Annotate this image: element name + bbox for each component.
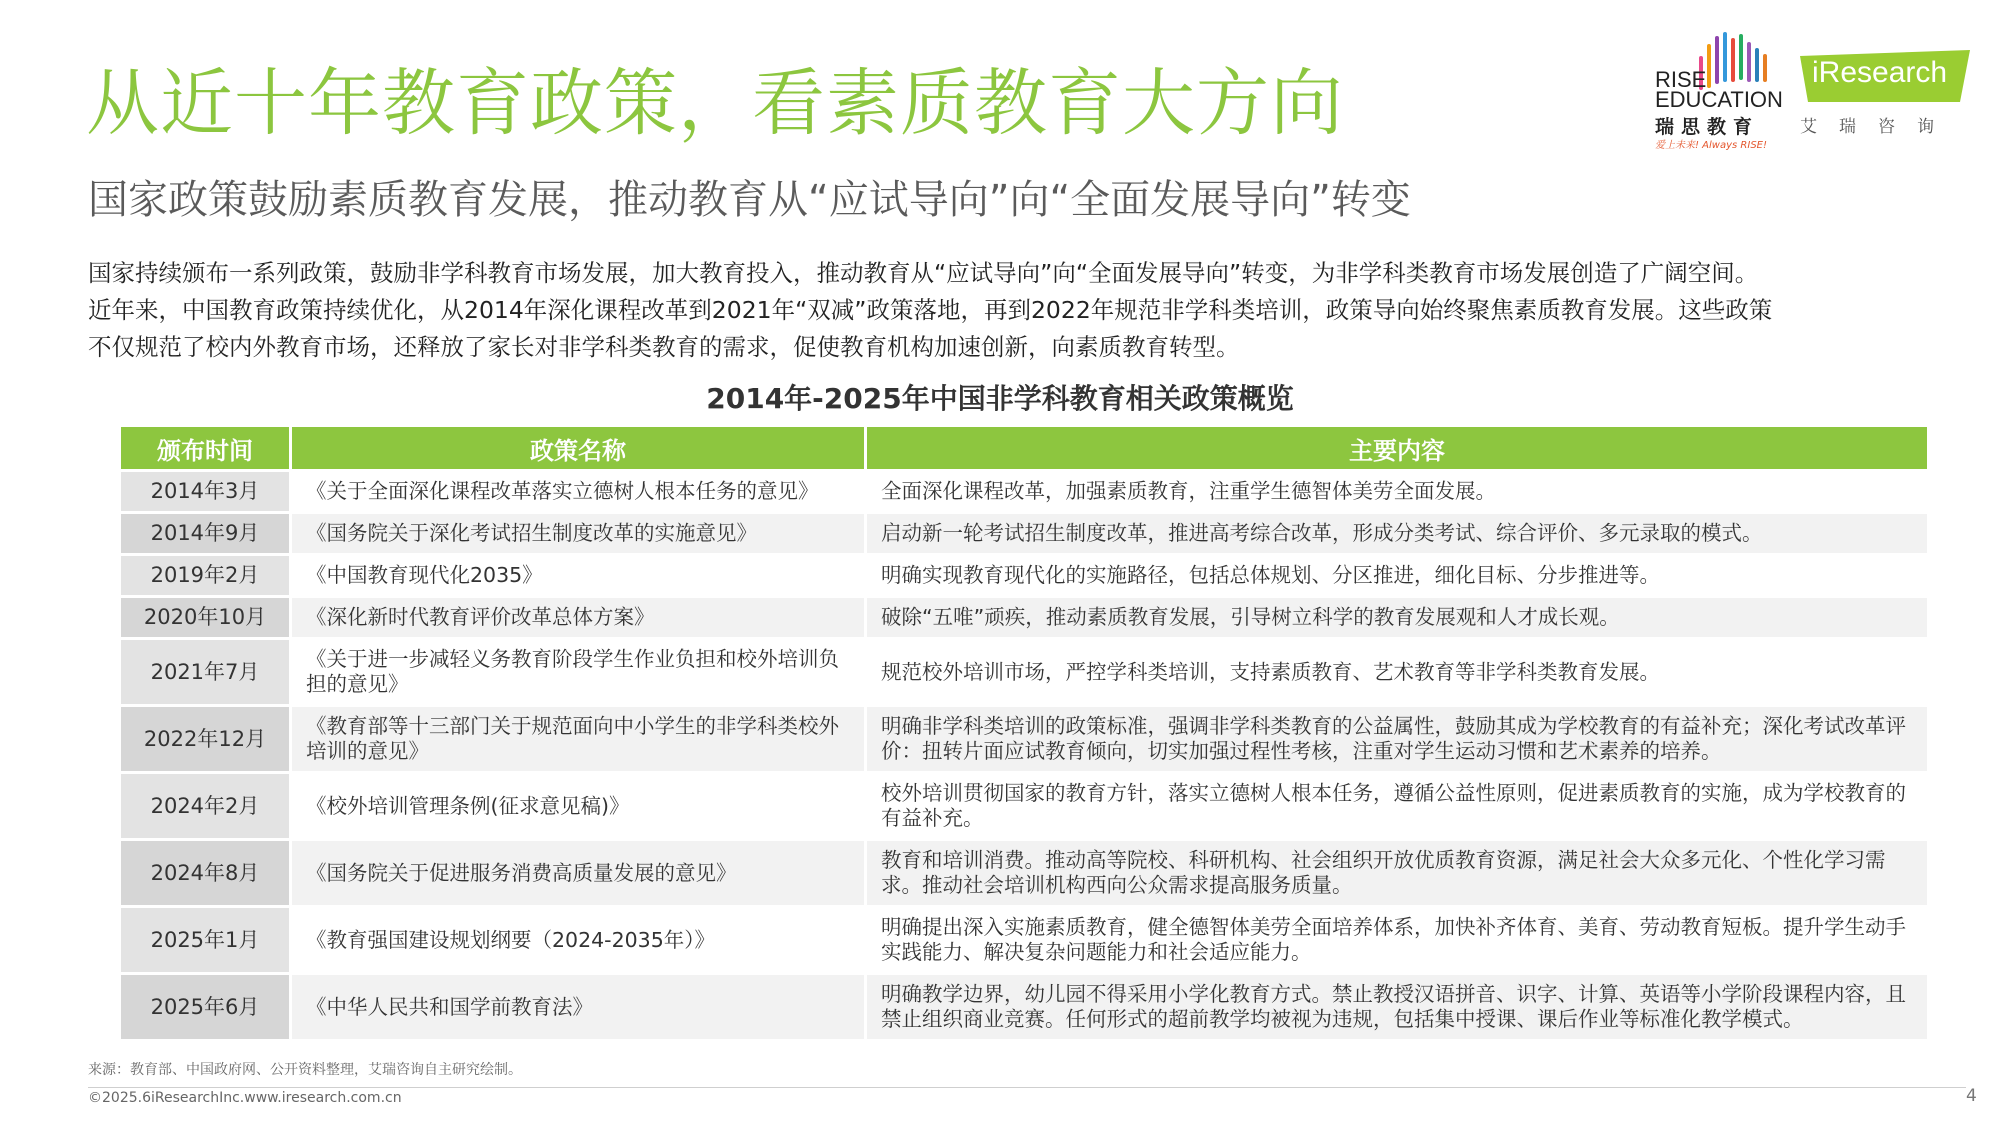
intro-line: 国家持续颁布一系列政策，鼓励非学科教育市场发展，加大教育投入，推动教育从“应试导向”向“全面发展导向”转变，为非学科类教育市场发展创造了广阔空间。 xyxy=(88,259,1759,287)
column-header-date: 颁布时间 xyxy=(121,427,289,469)
footer-divider xyxy=(88,1087,1966,1088)
rise-logo-line2: EDUCATION xyxy=(1655,87,1783,112)
cell-date: 2014年3月 xyxy=(121,472,289,511)
table-row xyxy=(121,640,1927,704)
cell-policy-name: 《关于进一步减轻义务教育阶段学生作业负担和校外培训负担的意见》 xyxy=(292,640,864,704)
cell-policy-name: 《关于全面深化课程改革落实立德树人根本任务的意见》 xyxy=(292,472,864,511)
table-title: 2014年-2025年中国非学科教育相关政策概览 xyxy=(706,382,1294,415)
cell-policy-name: 《教育强国建设规划纲要（2024-2035年）》 xyxy=(292,908,864,972)
cell-content: 全面深化课程改革，加强素质教育，注重学生德智体美劳全面发展。 xyxy=(867,472,1927,511)
cell-content: 校外培训贯彻国家的教育方针，落实立德树人根本任务，遵循公益性原则，促进素质教育的实施，成为学校教育的有益补充。 xyxy=(867,774,1927,838)
intro-line: 不仅规范了校内外教育市场，还释放了家长对非学科类教育的需求，促使教育机构加速创新，向素质教育转型。 xyxy=(88,333,1240,361)
cell-date: 2020年10月 xyxy=(121,598,289,637)
cell-date: 2019年2月 xyxy=(121,556,289,595)
cell-policy-name: 《深化新时代教育评价改革总体方案》 xyxy=(292,598,864,637)
table-row xyxy=(121,774,1927,838)
page-title: 从近十年教育政策，看素质教育大方向 xyxy=(86,61,1344,146)
table-row xyxy=(121,908,1927,972)
intro-paragraph xyxy=(88,255,1958,366)
cell-date: 2022年12月 xyxy=(121,707,289,771)
cell-date: 2021年7月 xyxy=(121,640,289,704)
cell-content: 规范校外培训市场，严控学科类培训，支持素质教育、艺术教育等非学科类教育发展。 xyxy=(867,640,1927,704)
policy-table xyxy=(118,424,1930,1042)
iresearch-logo xyxy=(1800,50,1970,140)
table-row xyxy=(121,514,1927,553)
cell-date: 2025年1月 xyxy=(121,908,289,972)
cell-content: 明确教学边界，幼儿园不得采用小学化教育方式。禁止教授汉语拼音、识字、计算、英语等小学阶段课程内容，且禁止组织商业竞赛。任何形式的超前教学均被视为违规，包括集中授课、课后作业等标准化教学模式。 xyxy=(867,975,1927,1039)
page-number: 4 xyxy=(1966,1086,1977,1106)
table-row xyxy=(121,975,1927,1039)
intro-line: 近年来，中国教育政策持续优化，从2014年深化课程改革到2021年“双减”政策落地，再到2022年规范非学科类培训，政策导向始终聚焦素质教育发展。这些政策 xyxy=(88,296,1773,324)
cell-policy-name: 《中华人民共和国学前教育法》 xyxy=(292,975,864,1039)
iresearch-logo-text: iResearch xyxy=(1812,56,1948,89)
cell-content: 启动新一轮考试招生制度改革，推进高考综合改革，形成分类考试、综合评价、多元录取的模式。 xyxy=(867,514,1927,553)
cell-content: 明确实现教育现代化的实施路径，包括总体规划、分区推进，细化目标、分步推进等。 xyxy=(867,556,1927,595)
iresearch-logo-cn: 艾瑞咨询 xyxy=(1800,117,1956,137)
cell-policy-name: 《教育部等十三部门关于规范面向中小学生的非学科类校外培训的意见》 xyxy=(292,707,864,771)
table-row xyxy=(121,598,1927,637)
column-header-content: 主要内容 xyxy=(867,427,1927,469)
column-header-name: 政策名称 xyxy=(292,427,864,469)
rise-education-logo xyxy=(1655,30,1785,150)
source-note: 来源：教育部、中国政府网、公开资料整理，艾瑞咨询自主研究绘制。 xyxy=(88,1062,522,1078)
rise-logo-text xyxy=(1655,67,1783,112)
cell-policy-name: 《中国教育现代化2035》 xyxy=(292,556,864,595)
rise-logo-line1: RISE xyxy=(1655,67,1707,92)
table-row xyxy=(121,707,1927,771)
table-row xyxy=(121,841,1927,905)
cell-content: 破除“五唯”顽疾，推动素质教育发展，引导树立科学的教育发展观和人才成长观。 xyxy=(867,598,1927,637)
cell-date: 2024年2月 xyxy=(121,774,289,838)
cell-content: 教育和培训消费。推动高等院校、科研机构、社会组织开放优质教育资源，满足社会大众多元化、个性化学习需求。推动社会培训机构西向公众需求提高服务质量。 xyxy=(867,841,1927,905)
cell-date: 2025年6月 xyxy=(121,975,289,1039)
cell-content: 明确非学科类培训的政策标准，强调非学科类教育的公益属性，鼓励其成为学校教育的有益补充；深化考试改革评价：扭转片面应试教育倾向，切实加强过程性考核，注重对学生运动习惯和艺术素养的培养。 xyxy=(867,707,1927,771)
table-header-row xyxy=(121,427,1927,469)
cell-policy-name: 《国务院关于促进服务消费高质量发展的意见》 xyxy=(292,841,864,905)
copyright-text: ©2025.6iResearchInc.www.iresearch.com.cn xyxy=(88,1090,402,1106)
table-row xyxy=(121,472,1927,511)
rise-logo-slogan: 爱上未来! Always RISE! xyxy=(1655,140,1767,151)
cell-content: 明确提出深入实施素质教育，健全德智体美劳全面培养体系，加快补齐体育、美育、劳动教育短板。提升学生动手实践能力、解决复杂问题能力和社会适应能力。 xyxy=(867,908,1927,972)
cell-date: 2014年9月 xyxy=(121,514,289,553)
page-subtitle: 国家政策鼓励素质教育发展，推动教育从“应试导向”向“全面发展导向”转变 xyxy=(88,177,1411,223)
table-row xyxy=(121,556,1927,595)
cell-policy-name: 《校外培训管理条例(征求意见稿)》 xyxy=(292,774,864,838)
cell-date: 2024年8月 xyxy=(121,841,289,905)
rise-logo-cn: 瑞思教育 xyxy=(1655,116,1760,138)
cell-policy-name: 《国务院关于深化考试招生制度改革的实施意见》 xyxy=(292,514,864,553)
